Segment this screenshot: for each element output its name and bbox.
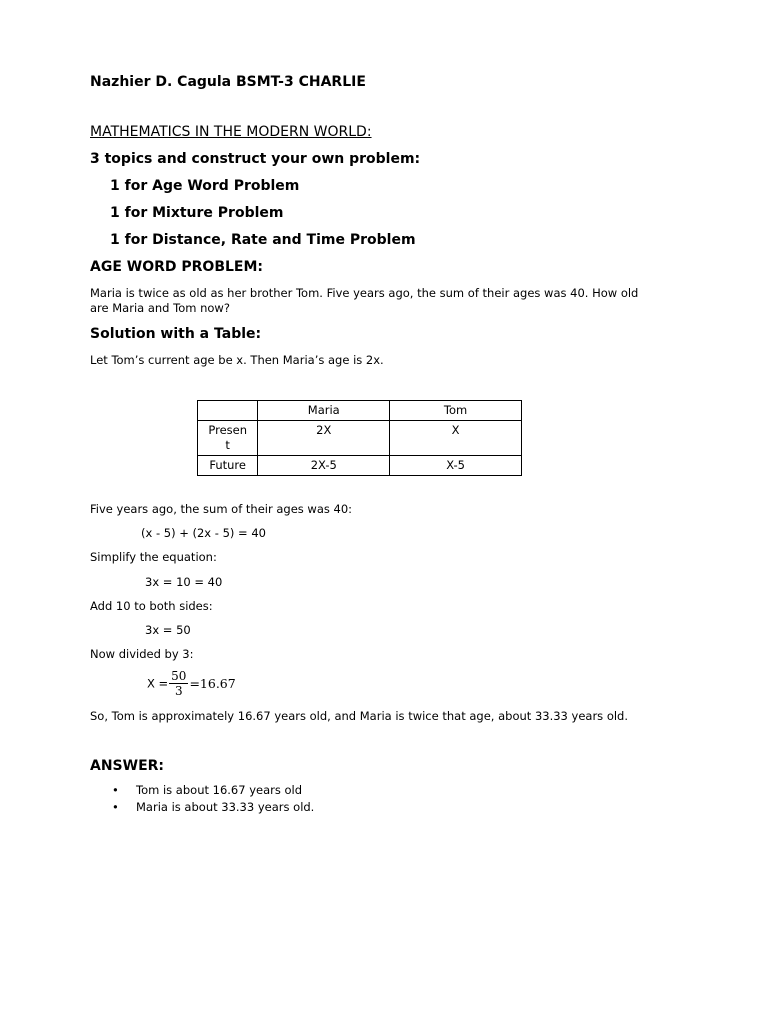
table-row-label-part: Presen (208, 423, 247, 437)
instruction-item: 1 for Age Word Problem (110, 178, 300, 194)
equation-prefix: X = (147, 676, 169, 691)
table-header-cell: Tom (390, 401, 522, 421)
table-row-label (198, 421, 258, 456)
table-cell: X (390, 421, 522, 456)
problem-text-line2: are Maria and Tom now? (90, 301, 230, 315)
step2-text: Simplify the equation: (90, 550, 217, 564)
fraction-denominator: 3 (174, 684, 183, 698)
table-header-cell (198, 401, 258, 421)
table-row-label-part: t (225, 438, 230, 452)
table-cell: 2X-5 (258, 456, 390, 476)
step3-text: Add 10 to both sides: (90, 599, 213, 613)
answer-list (112, 782, 314, 816)
answer-item-text: Maria is about 33.33 years old. (136, 800, 315, 814)
table-header-cell: Maria (258, 401, 390, 421)
bullet-icon: • (112, 800, 119, 814)
table-cell: X-5 (390, 456, 522, 476)
instruction-item: 1 for Mixture Problem (110, 205, 284, 221)
author-line: Nazhier D. Cagula BSMT-3 CHARLIE (90, 74, 366, 90)
let-statement: Let Tom’s current age be x. Then Maria’s age is 2x. (90, 353, 384, 367)
list-item (112, 799, 314, 816)
fraction-numerator: 50 (171, 669, 187, 683)
answer-heading: ANSWER: (90, 758, 165, 774)
division-equation (147, 669, 236, 698)
step1-text: Five years ago, the sum of their ages was 40: (90, 502, 353, 516)
table-row (198, 456, 522, 476)
solution-heading: Solution with a Table: (90, 326, 262, 342)
age-table (197, 400, 522, 476)
step2-equation: 3x = 10 = 40 (145, 575, 223, 589)
instruction-item: 1 for Distance, Rate and Time Problem (110, 232, 416, 248)
table-cell: 2X (258, 421, 390, 456)
step1-equation: (x - 5) + (2x - 5) = 40 (141, 526, 266, 540)
step3-equation: 3x = 50 (145, 623, 191, 637)
table-row (198, 421, 522, 456)
fraction (169, 669, 188, 698)
conclusion-text: So, Tom is approximately 16.67 years old, and Maria is twice that age, about 33.33 years old. (90, 709, 629, 723)
course-title: MATHEMATICS IN THE MODERN WORLD: (90, 124, 372, 140)
equation-result: =16.67 (189, 676, 236, 691)
answer-item-text: Tom is about 16.67 years old (136, 783, 303, 797)
step4-text: Now divided by 3: (90, 647, 194, 661)
table-row-label: Future (198, 456, 258, 476)
list-item (112, 782, 314, 799)
problem-text-line1: Maria is twice as old as her brother Tom. Five years ago, the sum of their ages was 40. How old (90, 286, 639, 300)
problem-heading: AGE WORD PROBLEM: (90, 259, 264, 275)
bullet-icon: • (112, 783, 119, 797)
instructions-lead: 3 topics and construct your own problem: (90, 151, 421, 167)
table-header-row (198, 401, 522, 421)
